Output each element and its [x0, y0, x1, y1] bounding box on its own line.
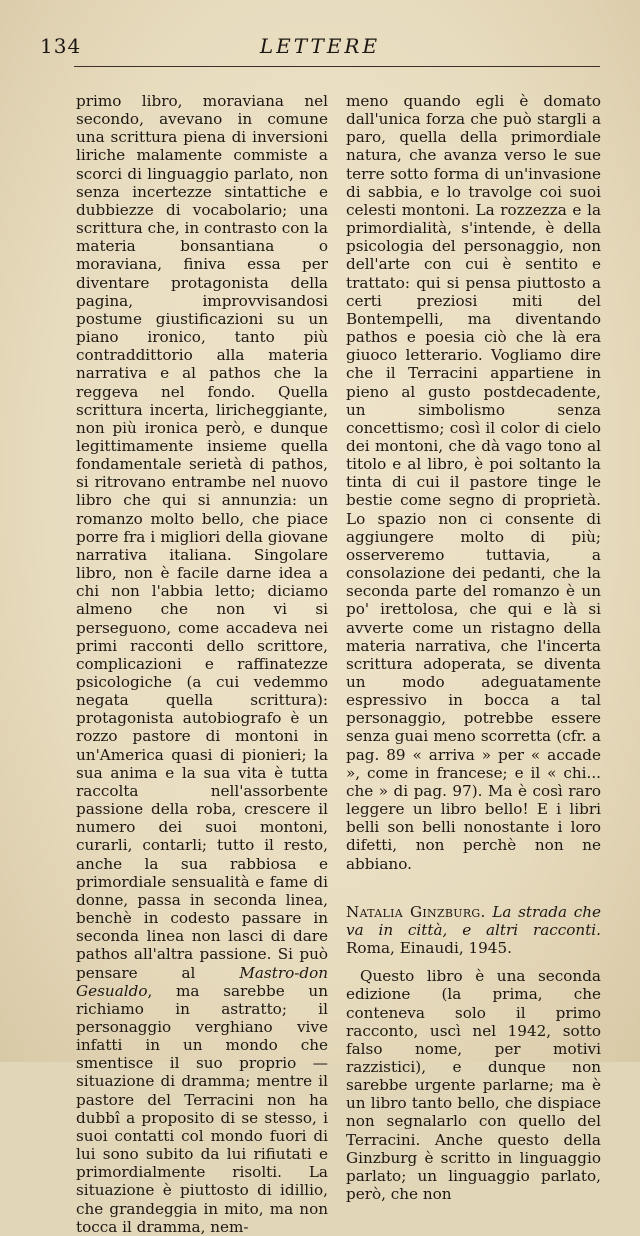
review-entry-heading — [346, 903, 601, 957]
header-rule — [74, 66, 600, 67]
running-title: LETTERE — [259, 34, 381, 58]
cited-title-mastro-don-gesualdo: Mastro-don Gesualdo — [76, 963, 328, 1000]
review-paragraph: Questo libro è una seconda edizione (la prima, che conteneva solo il primo racconto, uscì nel 1942, sotto falso nome, per motivi razzistici), e dunque non sarebbe urgente parlarne; ma è un libro tanto bello, che dispiace non segnalarlo con quello del Terracini. Anche questo della Ginzburg è scritto in linguaggio parlato; un linguaggio parlato, però, che non — [346, 967, 601, 1204]
page-number: 134 — [40, 34, 82, 58]
right-paragraph-continued: meno quando egli è domato dall'unica forza che può stargli a paro, quella della primordiale natura, che avanza verso le sue terre sotto forma di un'invasione di sabbia, e lo travolge coi suoi celesti montoni. La rozzezza e la primordialità, s'intende, è della psicologia del personaggio, non dell'arte con cui è sentito e trattato: qui si pensa piuttosto a certi preziosi miti del Bontempelli, ma diventando pathos e poesia ciò che là era giuoco letterario. Vogliamo dire che il Terracini appartiene in pieno al gusto postdecadente, un simbolismo senza concettismo; così il color di cielo dei montoni, che dà vago tono al titolo e al libro, è poi soltanto la tinta di cui il pastore tinge le bestie come segno di proprietà. Lo spazio non ci consente di aggiungere molto di più; osserveremo tuttavia, a consolazione dei pedanti, che la seconda parte del romanzo è un po' irettolosa, che qui e là si avverte come un ristagno della materia narrativa, che l'incerta scrittura adoperata, se diventa un modo adeguatamente espressivo in bocca a tal personaggio, potrebbe essere senza guai meno scorretta (cfr. a pag. 89 « arriva » per « accade », come in francese; e il « chi... che » di pag. 97). Ma è così raro leggere un libro bello! E i libri belli son belli nonostante i loro difetti, non perchè non ne abbiano. — [346, 92, 601, 873]
left-column — [76, 92, 328, 1236]
left-paragraph — [76, 92, 328, 1236]
right-column — [346, 92, 601, 1203]
entry-book-title: La strada che va in città, e altri racconti. — [346, 902, 602, 939]
left-paragraph-text: primo libro, moraviana nel secondo, avevano in comune una scrittura piena di inversioni liriche malamente commiste a scorci di linguaggio parlato, non senza incertezze sintattiche e dubbiezze di vocabolario; una scrittura che, in contrasto con la materia bonsantiana o moraviana, finiva essa per diventare protagonista della pagina, improvvisandosi postume giustificazioni su un piano ironico, tanto più contraddittorio alla materia narrativa e al pathos che la reggeva nel fondo. Quella scrittura incerta, liricheggiante, non più ironica però, e dunque legittimamente insieme quella fondamentale serietà di pathos, si ritrovano entrambe nel nuovo libro che qui si annunzia: un romanzo molto bello, che piace porre fra i migliori della giovane narrativa italiana. Singolare libro, non è facile darne idea a chi non l'abbia letto; diciamo almeno che non vi si perseguono, come accadeva nei primi racconti dello scrittore, complicazioni e raffinatezze psicologiche (a cui vedemmo negata quella scrittura): protagonista autobiografo è un rozzo pastore di montoni in un'America quasi di pionieri; la sua anima e la sua vita è tutta raccolta nell'assorbente passione della roba, crescere il numero dei suoi montoni, curarli, contarli; tutto il resto, anche la sua rabbiosa e primordiale sensualità e fame di donne, passa in seconda linea, benchè in codesto passare in seconda linea non lasci di dare pathos all'altra passione. Si può pensare al — [76, 92, 328, 982]
entry-publisher: Roma, Einaudi, 1945. — [346, 939, 512, 958]
page-header — [0, 30, 640, 60]
left-paragraph-end: , ma sarebbe un richiamo in astratto; il personaggio verghiano vive infatti in un mondo che smentisce il suo proprio — situazione di dramma; mentre il pastore del Terracini non ha dubbî a proposito di se stesso, i suoi contatti col mondo fuori di lui sono subito da lui rifiutati e primordialmente risolti. La situazione è piuttosto di idillio, che grandeggia in mito, ma non tocca il dramma, nem- — [76, 981, 328, 1236]
entry-author: Natalia Ginzburg. — [346, 902, 486, 921]
